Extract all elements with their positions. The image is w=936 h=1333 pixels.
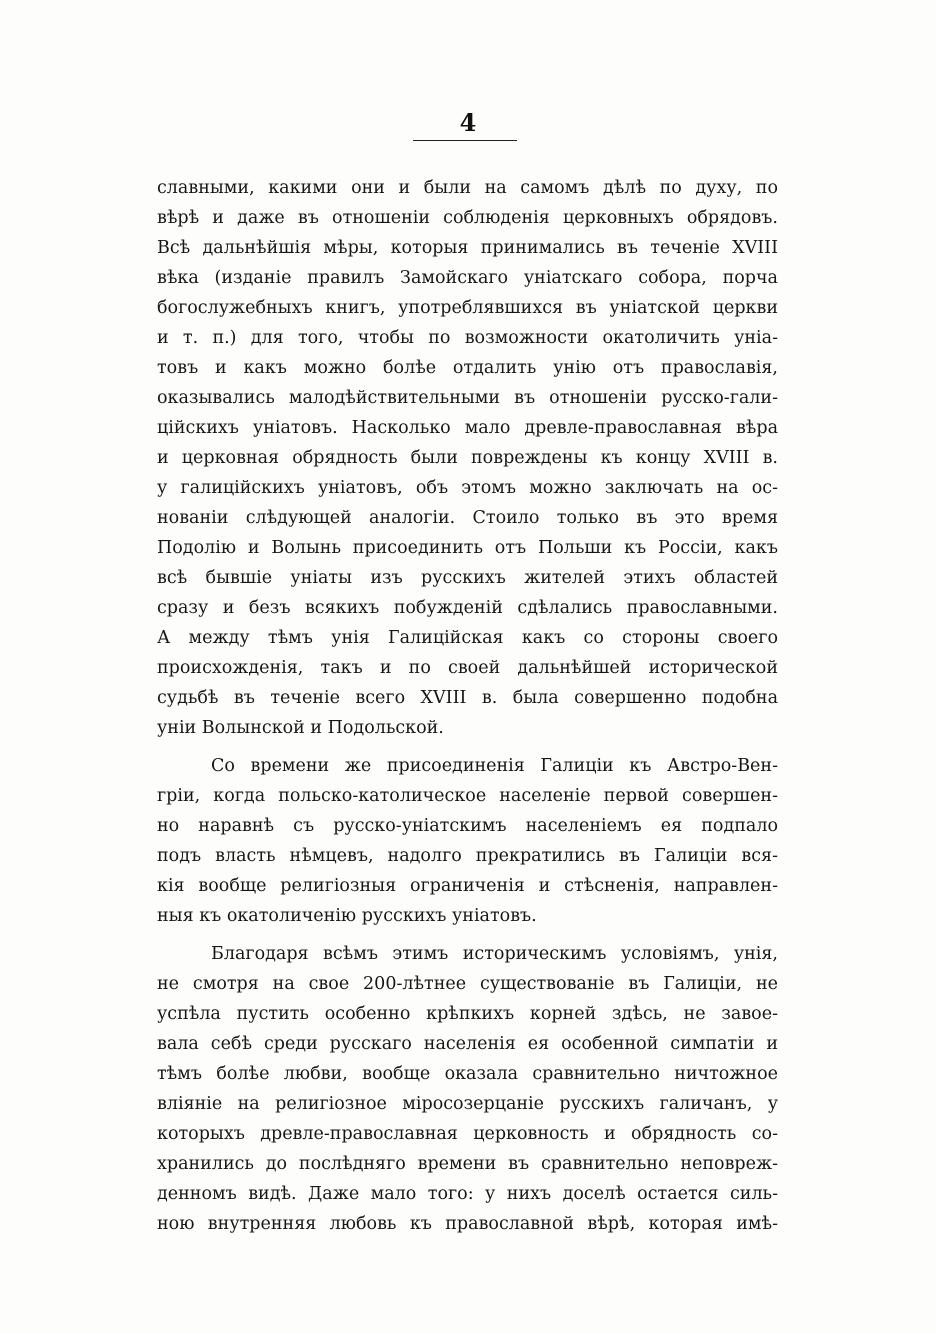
page-number: 4	[459, 108, 477, 137]
text-line: ною внутренняя любовь къ православной вѣрѣ, которая имѣ-	[157, 1214, 778, 1234]
text-line: Со времени же присоединенія Галиціи къ Австро-Вен-	[211, 756, 778, 776]
text-line: цiйскихъ уніатовъ. Насколько мало древле-православная вѣра	[157, 418, 778, 438]
text-line: и церковная обрядность были повреждены къ концу XVIII в.	[157, 448, 778, 468]
text-line: вліяніе на религіозное міросозерцаніе русскихъ галичанъ, у	[157, 1094, 778, 1114]
text-line: вала себѣ среди русскаго населенія ея особенной симпатіи и	[157, 1034, 778, 1054]
text-line: но наравнѣ съ русско-уніатскимъ населеніемъ ея подпало	[157, 816, 778, 836]
text-line: уніи Волынской и Подольской.	[157, 718, 444, 738]
paragraph-gap	[157, 931, 778, 939]
text-line: Подолію и Волынь присоединить отъ Польши къ Россіи, какъ	[157, 538, 778, 558]
text-line: тѣмъ болѣе любви, вообще оказала сравнительно ничтожное	[157, 1064, 778, 1084]
text-line: богослужебныхъ книгъ, употреблявшихся въ уніатской церкви	[157, 298, 778, 318]
paragraph-2	[157, 751, 778, 931]
text-line: славными, какими они и были на самомъ дѣлѣ по духу, по	[157, 178, 778, 198]
text-line: кія вообще религіозныя ограниченія и стѣсненія, направлен-	[157, 876, 778, 896]
page-header	[0, 108, 936, 137]
paragraph-1	[157, 173, 778, 743]
header-rule	[413, 140, 517, 141]
text-line: происхожденія, такъ и по своей дальнѣйшей исторической	[157, 658, 778, 678]
body-text	[157, 173, 778, 1239]
text-line: судьбѣ въ теченіе всего XVIII в. была совершенно подобна	[157, 688, 778, 708]
text-line: Благодаря всѣмъ этимъ историческимъ условіямъ, унія,	[211, 944, 778, 964]
text-line: гріи, когда польско-католическое населеніе первой совершен-	[157, 786, 778, 806]
text-line: товъ и какъ можно болѣе отдалить унію отъ православія,	[157, 358, 778, 378]
text-line: у галицiйскихъ уніатовъ, объ этомъ можно заключать на ос-	[157, 478, 778, 498]
paragraph-3	[157, 939, 778, 1239]
text-line: и т. п.) для того, чтобы по возможности окатоличить уніа-	[157, 328, 778, 348]
text-line: всѣ бывшіе уніаты изъ русскихъ жителей этихъ областей	[157, 568, 778, 588]
paragraph-gap	[157, 743, 778, 751]
text-line: оказывались малодѣйствительными въ отношеніи русско-гали-	[157, 388, 778, 408]
text-line: подъ власть нѣмцевъ, надолго прекратились въ Галиціи вся-	[157, 846, 778, 866]
text-line: нованіи слѣдующей аналогіи. Стоило только въ это время	[157, 508, 778, 528]
text-line: которыхъ древле-православная церковность и обрядность со-	[157, 1124, 778, 1144]
text-line: денномъ видѣ. Даже мало того: у нихъ доселѣ остается силь-	[157, 1184, 778, 1204]
text-line: вѣка (изданіе правилъ Замойскаго уніатскаго собора, порча	[157, 268, 778, 288]
text-line: ныя къ окатоличенію русскихъ уніатовъ.	[157, 906, 537, 926]
text-line: вѣрѣ и даже въ отношеніи соблюденія церковныхъ обрядовъ.	[157, 208, 778, 228]
text-line: не смотря на свое 200-лѣтнее существованіе въ Галиціи, не	[157, 974, 778, 994]
text-line: сразу и безъ всякихъ побужденій сдѣлались православными.	[157, 598, 778, 618]
text-line: Всѣ дальнѣйшія мѣры, которыя принимались въ теченіе XVIII	[157, 238, 778, 258]
text-line: А между тѣмъ унія Галицiйская какъ со стороны своего	[157, 628, 778, 648]
text-line: успѣла пустить особенно крѣпкихъ корней здѣсь, не завое-	[157, 1004, 778, 1024]
text-line: хранились до послѣдняго времени въ сравнительно неповреж-	[157, 1154, 778, 1174]
